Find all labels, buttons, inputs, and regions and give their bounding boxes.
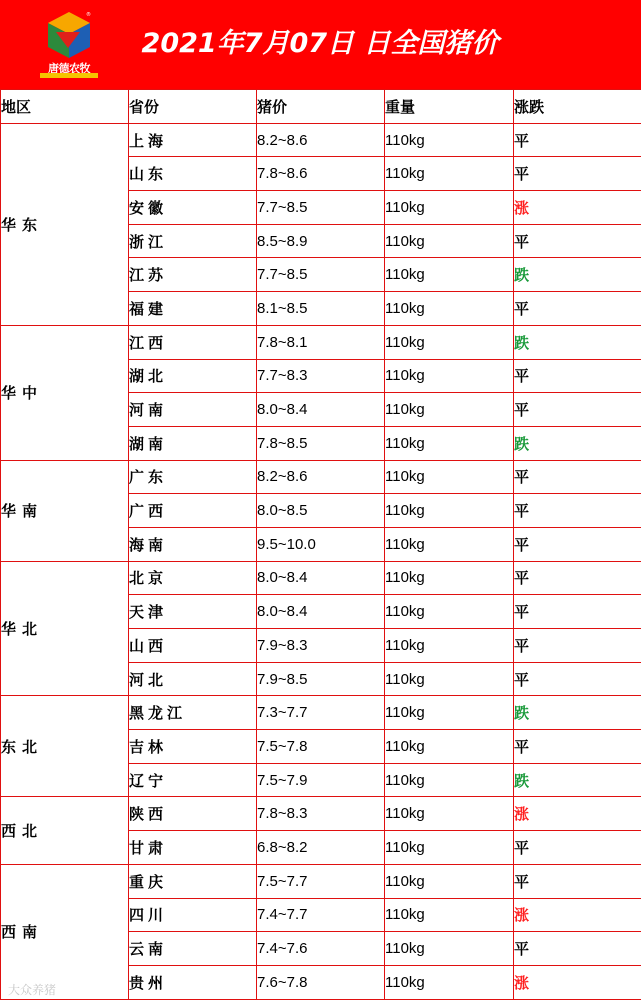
trend-cell: 平 (514, 662, 641, 696)
province-cell: 广西 (129, 494, 257, 528)
weight-cell: 110kg (385, 898, 514, 932)
province-cell: 四川 (129, 898, 257, 932)
region-cell: 西南 (1, 864, 129, 999)
trend-cell: 平 (514, 292, 641, 326)
trend-cell: 跌 (514, 696, 641, 730)
province-cell: 山东 (129, 157, 257, 191)
table-row (1, 123, 641, 157)
province-cell: 山西 (129, 629, 257, 663)
region-cell: 西北 (1, 797, 129, 864)
price-cell: 7.8~8.3 (257, 797, 385, 831)
price-cell: 8.0~8.4 (257, 393, 385, 427)
table-row (1, 561, 641, 595)
province-cell: 吉林 (129, 730, 257, 764)
table-row (1, 797, 641, 831)
company-logo (40, 10, 98, 78)
price-cell: 7.4~7.6 (257, 932, 385, 966)
weight-cell: 110kg (385, 359, 514, 393)
trend-cell: 平 (514, 460, 641, 494)
column-header-region: 地区 (1, 90, 129, 124)
weight-cell: 110kg (385, 258, 514, 292)
watermark-text: 大众养猪 (8, 983, 57, 997)
price-table (0, 89, 641, 1000)
price-cell: 8.0~8.4 (257, 561, 385, 595)
table-row (1, 460, 641, 494)
region-cell: 华中 (1, 325, 129, 460)
trend-cell: 平 (514, 561, 641, 595)
price-cell: 7.9~8.5 (257, 662, 385, 696)
region-cell: 华东 (1, 123, 129, 325)
trend-cell: 平 (514, 527, 641, 561)
weight-cell: 110kg (385, 224, 514, 258)
trend-cell: 涨 (514, 898, 641, 932)
weight-cell: 110kg (385, 460, 514, 494)
weight-cell: 110kg (385, 561, 514, 595)
province-cell: 浙江 (129, 224, 257, 258)
trend-cell: 平 (514, 494, 641, 528)
weight-cell: 110kg (385, 763, 514, 797)
price-cell: 8.0~8.5 (257, 494, 385, 528)
table-row (1, 325, 641, 359)
trend-cell: 平 (514, 224, 641, 258)
province-cell: 黑龙江 (129, 696, 257, 730)
cube-logo-icon (46, 10, 92, 60)
price-cell: 9.5~10.0 (257, 527, 385, 561)
trend-cell: 平 (514, 157, 641, 191)
logo-text: 唐德农牧 (48, 62, 90, 73)
price-cell: 8.1~8.5 (257, 292, 385, 326)
trend-cell: 平 (514, 730, 641, 764)
price-cell: 7.7~8.3 (257, 359, 385, 393)
column-header-trend: 涨跌 (514, 90, 641, 124)
province-cell: 上海 (129, 123, 257, 157)
weight-cell: 110kg (385, 494, 514, 528)
weight-cell: 110kg (385, 157, 514, 191)
province-cell: 江西 (129, 325, 257, 359)
price-cell: 7.3~7.7 (257, 696, 385, 730)
weight-cell: 110kg (385, 831, 514, 865)
header-banner (0, 0, 641, 89)
price-cell: 7.9~8.3 (257, 629, 385, 663)
province-cell: 安徽 (129, 191, 257, 225)
trend-cell: 平 (514, 932, 641, 966)
price-cell: 7.6~7.8 (257, 965, 385, 999)
price-cell: 7.8~8.5 (257, 426, 385, 460)
province-cell: 广东 (129, 460, 257, 494)
weight-cell: 110kg (385, 797, 514, 831)
trend-cell: 涨 (514, 965, 641, 999)
table-body (1, 123, 641, 999)
trend-cell: 跌 (514, 763, 641, 797)
province-cell: 北京 (129, 561, 257, 595)
weight-cell: 110kg (385, 965, 514, 999)
province-cell: 江苏 (129, 258, 257, 292)
province-cell: 辽宁 (129, 763, 257, 797)
price-cell: 7.4~7.7 (257, 898, 385, 932)
province-cell: 福建 (129, 292, 257, 326)
trend-cell: 跌 (514, 426, 641, 460)
province-cell: 云南 (129, 932, 257, 966)
page-title: 2021年7月07日 日全国猪价 (141, 28, 499, 59)
weight-cell: 110kg (385, 595, 514, 629)
weight-cell: 110kg (385, 864, 514, 898)
trend-cell: 平 (514, 359, 641, 393)
column-header-province: 省份 (129, 90, 257, 124)
price-cell: 8.0~8.4 (257, 595, 385, 629)
table-row (1, 696, 641, 730)
trend-cell: 平 (514, 595, 641, 629)
logo-underline (40, 73, 98, 78)
weight-cell: 110kg (385, 629, 514, 663)
trend-cell: 平 (514, 831, 641, 865)
weight-cell: 110kg (385, 393, 514, 427)
province-cell: 贵州 (129, 965, 257, 999)
weight-cell: 110kg (385, 662, 514, 696)
province-cell: 陕西 (129, 797, 257, 831)
region-cell: 华北 (1, 561, 129, 696)
trend-cell: 涨 (514, 797, 641, 831)
province-cell: 天津 (129, 595, 257, 629)
price-cell: 8.2~8.6 (257, 123, 385, 157)
province-cell: 重庆 (129, 864, 257, 898)
price-cell: 8.2~8.6 (257, 460, 385, 494)
price-cell: 7.8~8.6 (257, 157, 385, 191)
province-cell: 海南 (129, 527, 257, 561)
svg-text:®: ® (86, 12, 91, 18)
table-header-row (1, 90, 641, 124)
weight-cell: 110kg (385, 730, 514, 764)
price-cell: 7.7~8.5 (257, 258, 385, 292)
trend-cell: 涨 (514, 191, 641, 225)
price-cell: 8.5~8.9 (257, 224, 385, 258)
province-cell: 河北 (129, 662, 257, 696)
price-cell: 7.5~7.7 (257, 864, 385, 898)
trend-cell: 跌 (514, 325, 641, 359)
province-cell: 湖北 (129, 359, 257, 393)
watermark (8, 981, 56, 997)
table-row (1, 864, 641, 898)
region-cell: 东北 (1, 696, 129, 797)
province-cell: 甘肃 (129, 831, 257, 865)
weight-cell: 110kg (385, 292, 514, 326)
price-cell: 7.7~8.5 (257, 191, 385, 225)
weight-cell: 110kg (385, 527, 514, 561)
province-cell: 湖南 (129, 426, 257, 460)
trend-cell: 平 (514, 864, 641, 898)
column-header-price: 猪价 (257, 90, 385, 124)
weight-cell: 110kg (385, 932, 514, 966)
weight-cell: 110kg (385, 191, 514, 225)
trend-cell: 平 (514, 123, 641, 157)
trend-cell: 平 (514, 629, 641, 663)
province-cell: 河南 (129, 393, 257, 427)
price-cell: 7.5~7.9 (257, 763, 385, 797)
trend-cell: 跌 (514, 258, 641, 292)
price-cell: 7.8~8.1 (257, 325, 385, 359)
weight-cell: 110kg (385, 325, 514, 359)
weight-cell: 110kg (385, 123, 514, 157)
price-cell: 6.8~8.2 (257, 831, 385, 865)
weight-cell: 110kg (385, 696, 514, 730)
column-header-weight: 重量 (385, 90, 514, 124)
trend-cell: 平 (514, 393, 641, 427)
region-cell: 华南 (1, 460, 129, 561)
weight-cell: 110kg (385, 426, 514, 460)
price-cell: 7.5~7.8 (257, 730, 385, 764)
